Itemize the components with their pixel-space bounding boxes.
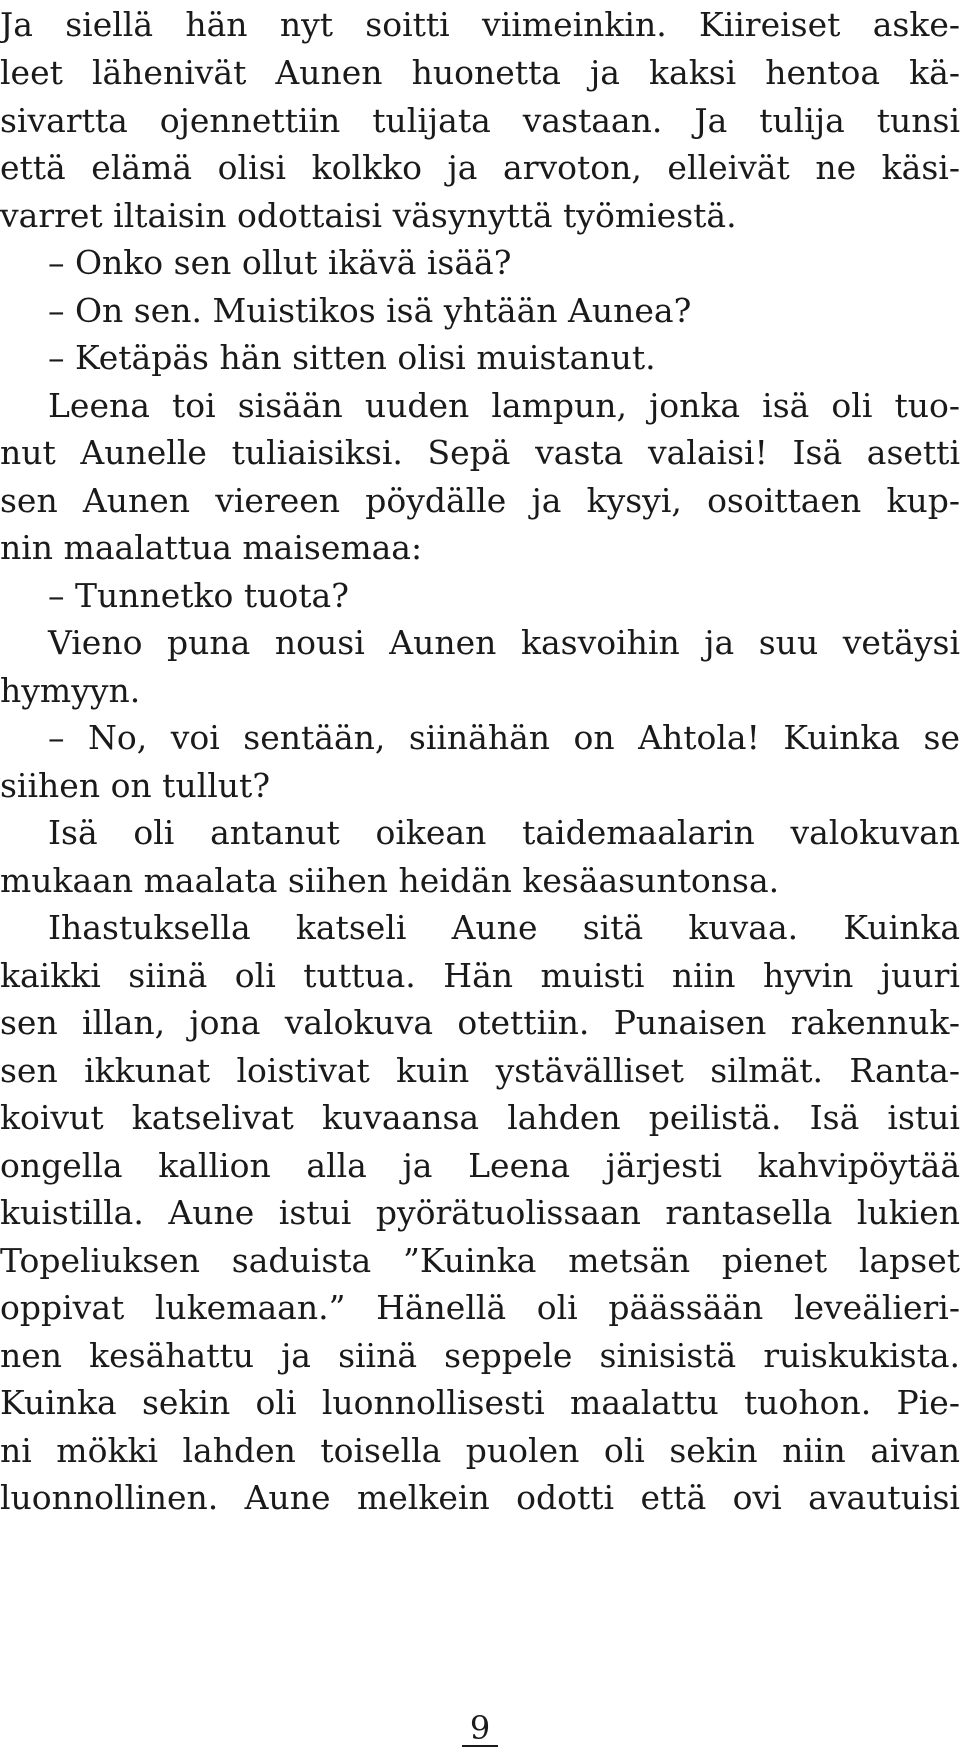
text-line: nen kesähattu ja siinä seppele sinisistä ruiskukista. <box>0 1336 960 1375</box>
dialogue-line: – On sen. Muistikos isä yhtään Aunea? <box>48 291 692 330</box>
text-line: sen Aunen viereen pöydälle ja kysyi, osoittaen kup- <box>0 481 960 520</box>
text-line: kaikki siinä oli tuttua. Hän muisti niin hyvin juuri <box>0 956 960 995</box>
dialogue-line: – Onko sen ollut ikävä isää? <box>48 243 512 282</box>
text-line: mukaan maalata siihen heidän kesäasuntonsa. <box>0 861 780 900</box>
text-line: Isä oli antanut oikean taidemaalarin valokuvan <box>48 813 960 852</box>
page-number <box>0 1706 960 1750</box>
text-line: Kuinka sekin oli luonnollisesti maalattu tuohon. Pie- <box>0 1383 960 1422</box>
text-line: oppivat lukemaan.” Hänellä oli päässään leveälieri- <box>0 1288 960 1327</box>
text-line: siihen on tullut? <box>0 766 271 805</box>
text-line: Ihastuksella katseli Aune sitä kuvaa. Kuinka <box>48 908 960 947</box>
text-line: että elämä olisi kolkko ja arvoton, elleivät ne käsi- <box>0 148 960 187</box>
text-line: nut Aunelle tuliaisiksi. Sepä vasta valaisi! Isä asetti <box>0 433 960 472</box>
dialogue-line: – No, voi sentään, siinähän on Ahtola! Kuinka se <box>48 718 960 757</box>
text-line: sen ikkunat loistivat kuin ystävälliset silmät. Ranta- <box>0 1051 960 1090</box>
text-line: luonnollinen. Aune melkein odotti että ovi avautuisi <box>0 1478 960 1517</box>
text-line: koivut katselivat kuvaansa lahden peilistä. Isä istui <box>0 1098 960 1137</box>
text-line: hymyyn. <box>0 671 141 710</box>
text-line: Vieno puna nousi Aunen kasvoihin ja suu vetäysi <box>48 623 960 662</box>
text-line: Topeliuksen saduista ”Kuinka metsän pienet lapset <box>0 1241 960 1280</box>
text-line: sivartta ojennettiin tulijata vastaan. Ja tulija tunsi <box>0 101 960 140</box>
text-line: ongella kallion alla ja Leena järjesti kahvipöytää <box>0 1146 960 1185</box>
text-line: Leena toi sisään uuden lampun, jonka isä oli tuo- <box>48 386 960 425</box>
page-number-label: 9 <box>462 1711 498 1747</box>
text-line: kuistilla. Aune istui pyörätuolissaan rantasella lukien <box>0 1193 960 1232</box>
text-line: varret iltaisin odottaisi väsynyttä työmiestä. <box>0 196 737 235</box>
text-line: ni mökki lahden toisella puolen oli sekin niin aivan <box>0 1431 960 1470</box>
dialogue-line: – Tunnetko tuota? <box>48 576 349 615</box>
dialogue-line: – Ketäpäs hän sitten olisi muistanut. <box>48 338 656 377</box>
text-line: sen illan, jona valokuva otettiin. Punaisen rakennuk- <box>0 1003 960 1042</box>
text-line: Ja siellä hän nyt soitti viimeinkin. Kiireiset aske- <box>0 5 960 44</box>
text-line: nin maalattua maisemaa: <box>0 528 423 567</box>
text-line: leet lähenivät Aunen huonetta ja kaksi hentoa kä- <box>0 53 960 92</box>
